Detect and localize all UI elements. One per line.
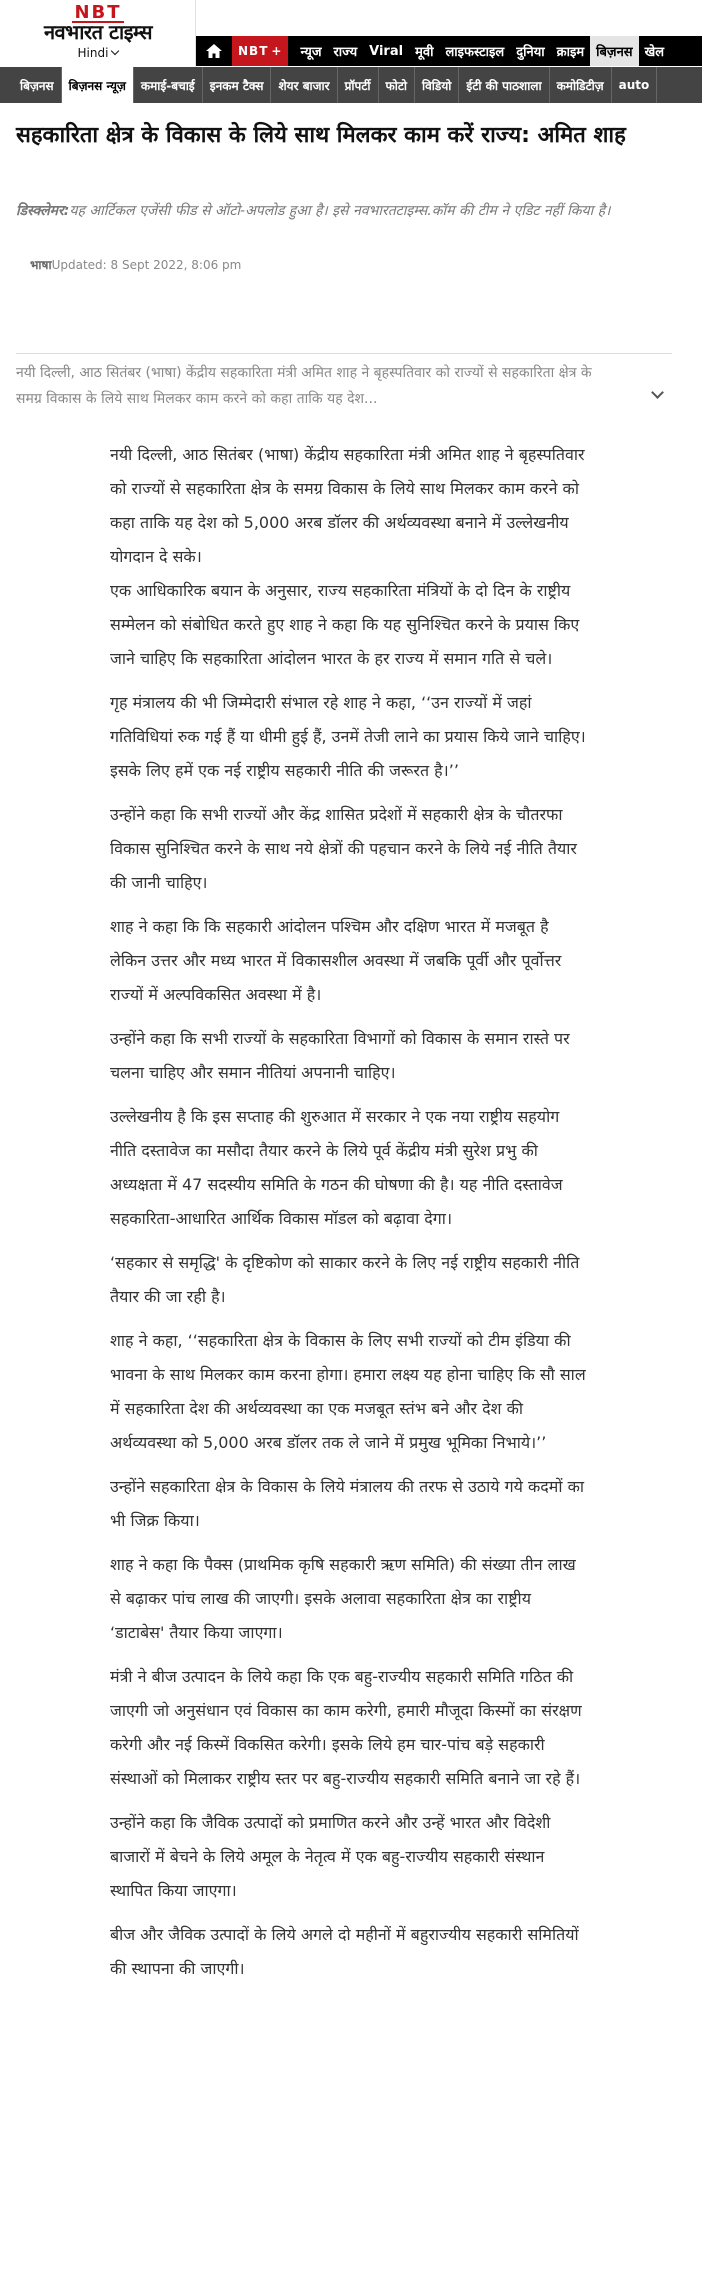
sub-nav-item[interactable]: विडियो xyxy=(415,67,459,103)
article-paragraph: उन्होंने कहा कि जैविक उत्पादों को प्रमाणित करने और उन्हें भारत और विदेशी बाजारों में बेचने के लिये अमूल के नेतृत्व में एक बहु-राज्यीय सहकारी संस्थान स्थापित किया जाएगा। xyxy=(110,1813,551,1900)
article-paragraph: उन्होंने कहा कि सभी राज्यों के सहकारिता विभागों को विकास के समान रास्ते पर चलना चाहिए और समान नीतियां अपनानी चाहिए। xyxy=(110,1029,570,1082)
article-paragraph: शाह ने कहा कि कि सहकारी आंदोलन पश्चिम और दक्षिण भारत में मजबूत है लेकिन उत्तर और मध्य भारत में विकासशील अवस्था में जबकि पूर्वी और पूर्वोत्तर राज्यों में अल्पविकसित अवस्था में है। xyxy=(110,917,562,1004)
article-paragraph: बीज और जैविक उत्पादों के लिये अगले दो महीनों में बहुराज्यीय सहकारी समितियों की स्थापना की जाएगी। xyxy=(110,1925,579,1978)
home-icon xyxy=(205,43,223,59)
sub-nav-item[interactable]: बिज़नस न्यूज़ xyxy=(62,67,134,103)
article-paragraph: मंत्री ने बीज उत्पादन के लिये कहा कि एक बहु-राज्यीय सहकारी समिति गठित की जाएगी जो अनुसंधान एवं विकास का काम करेगी, हमारी मौजूदा किस्मों का संरक्षण करेगी और नई किस्में विकसित करेगी। इसके लिये हम चार-पांच बड़े सहकारी संस्थाओं को मिलाकर राष्ट्रीय स्तर पर बहु-राज्यीय सहकारी समिति बनाने जा रहे हैं। xyxy=(110,1667,582,1788)
disclaimer-label: डिस्क्लेमर: xyxy=(16,203,70,219)
sub-nav-item[interactable]: कमाई-बचाई xyxy=(134,67,203,103)
summary-expand-button[interactable] xyxy=(650,388,664,402)
home-button[interactable] xyxy=(196,36,232,66)
sub-nav-item[interactable]: कमोडिटीज़ xyxy=(550,67,612,103)
summary-divider xyxy=(16,353,672,354)
chevron-down-icon xyxy=(651,386,664,399)
nav-item[interactable]: लाइफस्टाइल xyxy=(445,45,505,60)
nav-item[interactable]: न्यूज xyxy=(300,45,322,60)
nbt-plus-link[interactable] xyxy=(232,36,288,66)
nav-item[interactable]: क्राइम xyxy=(556,45,585,60)
article-paragraph: शाह ने कहा कि पैक्स (प्राथमिक कृषि सहकारी ऋण समिति) की संख्या तीन लाख से बढ़ाकर पांच लाख की जाएगी। इसके अलावा सहकारिता क्षेत्र का राष्ट्रीय ‘डाटाबेस' तैयार किया जाएगा। xyxy=(110,1555,576,1642)
primary-nav xyxy=(196,36,702,66)
sub-nav-item[interactable]: फोटो xyxy=(379,67,416,103)
article-body xyxy=(110,438,586,1996)
article-paragraph: शाह ने कहा, ‘‘सहकारिता क्षेत्र के विकास के लिए सभी राज्यों को टीम इंडिया की भावना के साथ मिलकर काम करना होगा। हमारा लक्ष्य यह होना चाहिए कि सौ साल में सहकारिता देश की अर्थव्यवस्था का एक मजबूत स्तंभ बने और देश की अर्थव्यवस्था को 5,000 अरब डॉलर तक ले जाने में प्रमुख भूमिका निभाये।’’ xyxy=(110,1331,586,1452)
nav-item[interactable]: खेल xyxy=(644,45,665,60)
language-selector[interactable] xyxy=(0,46,196,60)
primary-nav-items xyxy=(294,36,670,66)
secondary-nav xyxy=(0,67,702,103)
article-source: भाषा xyxy=(30,258,52,272)
nbt-plus-sign: + xyxy=(271,44,283,58)
disclaimer xyxy=(16,200,676,223)
byline xyxy=(30,256,241,273)
sub-nav-item[interactable]: बिज़नस xyxy=(12,67,62,103)
article-paragraph: उल्लेखनीय है कि इस सप्ताह की शुरुआत में सरकार ने एक नया राष्ट्रीय सहयोग नीति दस्तावेज का मसौदा तैयार करने के लिये पूर्व केंद्रीय मंत्री सुरेश प्रभु की अध्यक्षता में 47 सदस्यीय समिति के गठन की घोषणा की है। यह नीति दस्तावेज सहकारिता-आधारित आर्थिक विकास मॉडल को बढ़ावा देगा। xyxy=(110,1107,563,1228)
site-logo[interactable] xyxy=(0,0,196,67)
nav-item[interactable]: दुनिया xyxy=(516,45,545,60)
nbt-plus-label: NBT xyxy=(238,44,269,58)
article-paragraph: गृह मंत्रालय की भी जिम्मेदारी संभाल रहे शाह ने कहा, ‘‘उन राज्यों में जहां गतिविधियां रुक गई हैं या धीमी हुई हैं, उनमें तेजी लाने का प्रयास किये जाने चाहिए। इसके लिए हमें एक नई राष्ट्रीय सहकारी नीति की जरूरत है।’’ xyxy=(110,693,586,780)
sub-nav-item[interactable]: ईटी की पाठशाला xyxy=(459,67,549,103)
site-header xyxy=(0,0,702,93)
nav-item[interactable]: राज्य xyxy=(333,45,358,60)
article-paragraph: नयी दिल्ली, आठ सितंबर (भाषा) केंद्रीय सहकारिता मंत्री अमित शाह ने बृहस्पतिवार को राज्यों से सहकारिता क्षेत्र के समग्र विकास के लिये साथ मिलकर काम करने को कहा ताकि यह देश को 5,000 अरब डॉलर की अर्थव्यवस्था बनाने में उल्लेखनीय योगदान दे सके। xyxy=(110,445,585,566)
sub-nav-item[interactable]: इनकम टैक्स xyxy=(203,67,272,103)
sub-nav-item[interactable]: प्रॉपर्टी xyxy=(338,67,379,103)
logo-nbt-text: NBT xyxy=(74,2,122,23)
language-label: Hindi xyxy=(77,46,109,60)
article-paragraph: ‘सहकार से समृद्धि' के दृष्टिकोण को साकार करने के लिए नई राष्ट्रीय सहकारी नीति तैयार की जा रही है। xyxy=(110,1253,580,1306)
article-paragraph: उन्होंने कहा कि सभी राज्यों और केंद्र शासित प्रदेशों में सहकारी क्षेत्र के चौतरफा विकास सुनिश्चित करने के साथ नये क्षेत्रों की पहचान करने के लिये नई नीति तैयार की जानी चाहिए। xyxy=(110,805,577,892)
chevron-down-icon xyxy=(111,47,119,55)
article-summary: नयी दिल्ली, आठ सितंबर (भाषा) केंद्रीय सहकारिता मंत्री अमित शाह ने बृहस्पतिवार को राज्यों से सहकारिता क्षेत्र के समग्र विकास के लिये साथ मिलकर काम करने को कहा ताकि यह देश... xyxy=(16,365,592,407)
sub-nav-item[interactable]: शेयर बाजार xyxy=(271,67,337,103)
article-updated: Updated: 8 Sept 2022, 8:06 pm xyxy=(51,258,242,272)
nav-item[interactable]: बिज़नस xyxy=(590,36,638,66)
logo-name: नवभारत टाइम्स xyxy=(43,20,153,44)
nav-item[interactable]: मूवी xyxy=(415,45,434,60)
disclaimer-text: यह आर्टिकल एजेंसी फीड से ऑटो-अपलोड हुआ है। इसे नवभारतटाइम्स.कॉम की टीम ने एडिट नहीं किया है। xyxy=(69,203,611,219)
article-paragraph: उन्होंने सहकारिता क्षेत्र के विकास के लिये मंत्रालय की तरफ से उठाये गये कदमों का भी जिक्र किया। xyxy=(110,1477,585,1530)
article-paragraph: एक आधिकारिक बयान के अनुसार, राज्य सहकारिता मंत्रियों के दो दिन के राष्ट्रीय सम्मेलन को संबोधित करते हुए शाह ने कहा कि यह सुनिश्चित करने के प्रयास किए जाने चाहिए कि सहकारिता आंदोलन भारत के हर राज्य में समान गति से चले। xyxy=(110,581,580,668)
nav-item[interactable]: Viral xyxy=(369,43,404,59)
article-headline: सहकारिता क्षेत्र के विकास के लिये साथ मिलकर काम करें राज्य: अमित शाह xyxy=(16,123,626,148)
sub-nav-item[interactable]: auto xyxy=(612,67,658,103)
